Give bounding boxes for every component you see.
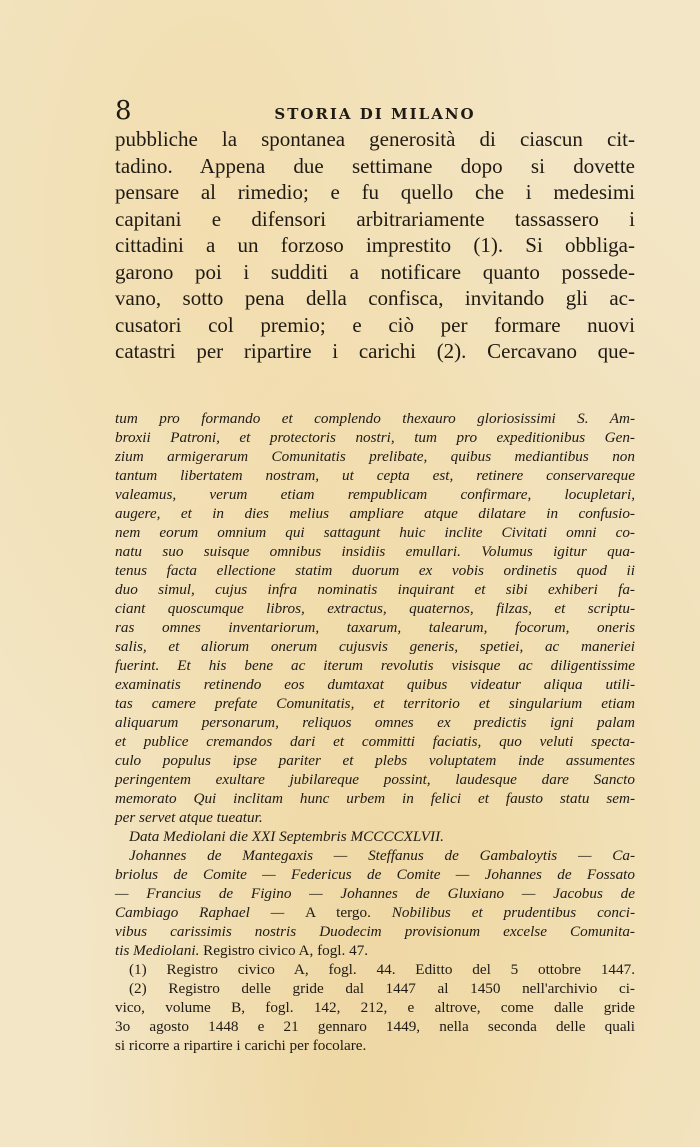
latin-line: tum pro formando et complendo thexauro gloriosissimi S. Am- [115,409,635,427]
main-text [115,126,635,365]
latin-line: broxii Patroni, et protectoris nostri, tum pro expeditionibus Gen- [115,428,635,446]
latin-line: ciant quoscumque libros, extractus, quaternos, filzas, et scriptu- [115,599,635,617]
tergo-address-line: vibus carissimis nostris Duodecim provisionum excelse Comunita- [115,922,635,940]
latin-line: fuerint. Et his bene ac iterum revolutis visisque ac diligentissime [115,656,635,674]
signature-line: — Francius de Figino — Johannes de Gluxiano — Jacobus de [115,884,635,902]
tergo-label: A tergo. [305,903,371,921]
page-number: 8 [115,96,132,126]
latin-line: tantum libertatem nostram, ut cepta est, retinere conservareque [115,466,635,484]
tergo-address: tis Mediolani. [115,941,200,959]
signature-line-with-tergo [115,903,635,922]
footnote-line: si ricorre a ripartire i carichi per focolare. [115,1036,367,1054]
notes-section [115,409,635,1055]
latin-line: ras omnes inventariorum, taxarum, talearum, focorum, oneris [115,618,635,636]
signature-line: Johannes de Mantegaxis — Steffanus de Gambaloytis — Ca- [129,846,635,864]
footnote-line: 3o agosto 1448 e 21 gennaro 1449, nella seconda delle quali [115,1017,635,1035]
latin-line: aliquarum personarum, reliquos omnes ex predictis igni palam [115,713,635,731]
footnote-2: (2) Registro delle gride dal 1447 al 1450 nell'archivio ci- [129,979,635,997]
latin-line: memorato Qui inclitam hunc urbem in felici et fausto statu sem- [115,789,635,807]
latin-line: examinatis retinendo eos dumtaxat quibus videatur aliqua utili- [115,675,635,693]
latin-line: salis, et aliorum onerum cujusvis generis, spetiei, ac maneriei [115,637,635,655]
latin-line: nem eorum omnium qui sattagunt huic inclite Civitati omni co- [115,523,635,541]
text-line: vano, sotto pena della confisca, invitando gli ac- [115,286,635,310]
signature-line: briolus de Comite — Federicus de Comite — Johannes de Fossato [115,865,635,883]
text-line: catastri per ripartire i carichi (2). Cercavano que- [115,339,635,363]
latin-line: culo populus ipse pariter et plebs voluptatem inde assumentes [115,751,635,769]
tergo-address-line [115,941,635,960]
registry-reference: Registro civico A, fogl. 47. [199,941,369,959]
page-header [115,96,635,126]
text-line: capitani e difensori arbitrariamente tassassero i [115,206,635,231]
text-line: pubbliche la spontanea generosità di ciascun cit- [115,127,635,151]
signature-text: Cambiago Raphael — [115,903,306,921]
latin-line: natu suo suisque omnibus insidiis emullari. Volumus igitur qua- [115,542,635,560]
latin-line: per servet atque tueatur. [115,808,263,826]
latin-line: zium armigerarum Comunitatis prelibate, quibus mediantibus non [115,447,635,465]
latin-line: et publice cremandos dari et committi faciatis, quo veluti specta- [115,732,635,750]
latin-line: duo simul, cujus infra nominatis inquirant et sibi exhiberi fa- [115,580,635,598]
latin-line: tenus facta ellectione statim duorum ex vobis ordinetis quod ii [115,561,635,579]
latin-line: augere, et in dies melius ampliare atque dilatare in confusio- [115,504,635,522]
latin-line: peringentem exultare jubilareque possint, laudesque dare Sancto [115,770,635,788]
running-title: STORIA DI MILANO [274,105,476,123]
footnote-line: vico, volume B, fogl. 142, 212, e altrove, come dalle gride [115,998,635,1016]
text-line: garono poi i sudditi a notificare quanto possede- [115,259,635,284]
date-line: Data Mediolani die XXI Septembris MCCCCXLVII. [129,827,444,845]
text-line: cittadini a un forzoso imprestito (1). Si obbliga- [115,233,635,257]
latin-line: tas camere prefate Comunitatis, et territorio et singularium etiam [115,694,635,712]
text-line: pensare al rimedio; e fu quello che i medesimi [115,180,635,204]
book-page [115,96,635,1055]
text-line: cusatori col premio; e ciò per formare nuovi [115,312,635,337]
footnotes [115,960,635,1055]
text-line: tadino. Appena due settimane dopo si dovette [115,153,635,178]
latin-document [115,409,635,960]
footnote-1: (1) Registro civico A, fogl. 44. Editto del 5 ottobre 1447. [129,960,635,978]
tergo-address: Nobilibus et prudentibus conci- [370,903,636,921]
latin-line: valeamus, verum etiam rempublicam confirmare, locupletari, [115,485,635,503]
